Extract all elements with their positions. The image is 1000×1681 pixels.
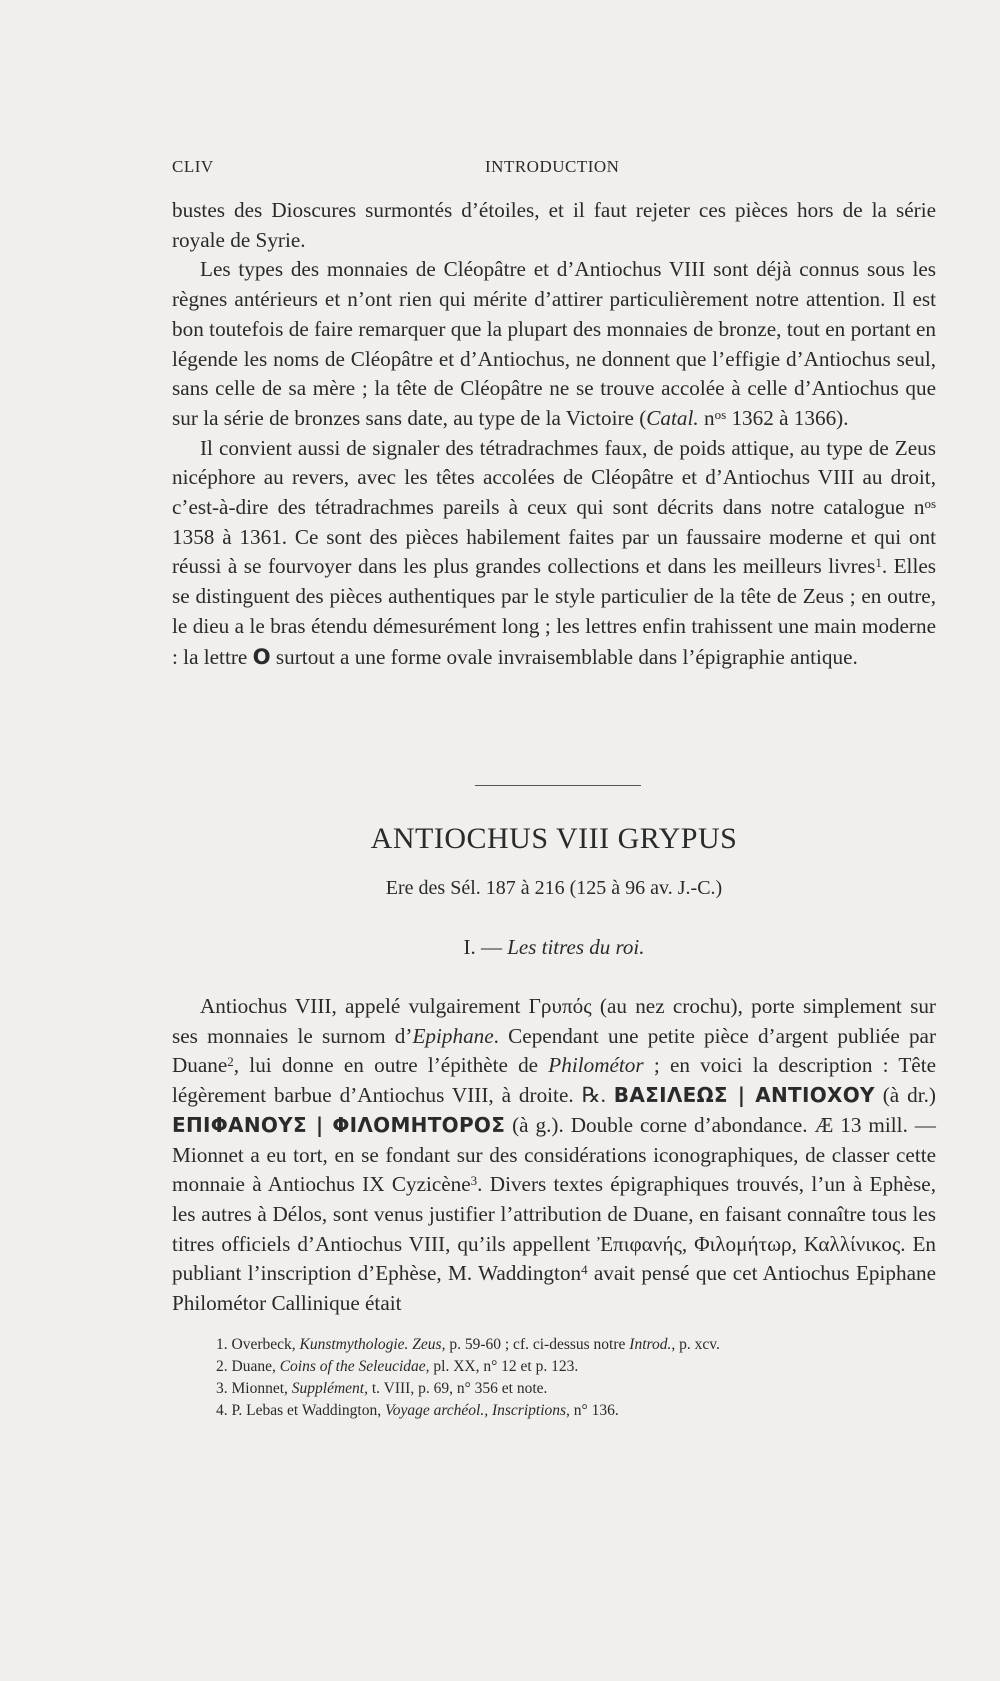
- footnote-number: 1.: [216, 1336, 232, 1353]
- text-run: ; en voici la description : Tête légèrement barbue d’Antiochus VIII, à droite. ℞.: [172, 1053, 936, 1108]
- section-divider: [475, 785, 641, 786]
- chapter-title: ANTIOCHUS VIII GRYPUS: [370, 822, 738, 855]
- paragraph-types: [172, 255, 936, 433]
- running-title: INTRODUCTION: [485, 157, 620, 176]
- italic-run: Catal.: [646, 405, 699, 430]
- text-run: Overbeck,: [231, 1336, 300, 1353]
- footnotes: [172, 1334, 936, 1422]
- text-run: (à g.). Double corne d’abondance. Æ 13 mill. — Mionnet a eu tort, en se fondant sur des considérations iconographiques, de classer cette monnaie à Antiochus IX Cyzicène: [172, 1112, 936, 1197]
- text-run: 1358 à 1361. Ce sont des pièces habilement faites par un faussaire moderne et qui ont réussi à se fourvoyer dans les plus grandes collections et dans les meilleurs livres: [172, 524, 936, 579]
- text-run: (à dr.): [874, 1083, 936, 1108]
- footnote-number: 4.: [216, 1402, 232, 1419]
- text-run: avait pensé que cet Antiochus Epiphane Philométor Callinique était: [172, 1261, 936, 1316]
- text-run: n° 136.: [569, 1402, 619, 1419]
- text-run: t. VIII, p. 69, n° 356 et note.: [367, 1380, 548, 1397]
- italic-run: Philométor: [548, 1053, 644, 1078]
- text-run: . Cependant une petite pièce d’argent publiée par Duane: [172, 1023, 936, 1078]
- italic-run: Coins of the Seleucidae,: [279, 1358, 430, 1375]
- era-dates: Ere des Sél. 187 à 216 (125 à 96 av. J.-C.): [385, 877, 723, 899]
- footnote-number: 3.: [216, 1380, 232, 1397]
- section-label: Les titres du roi.: [507, 935, 645, 959]
- text-run: Mionnet,: [231, 1380, 292, 1397]
- paragraph-dioscures: bustes des Dioscures surmontés d’étoiles, et il faut rejeter ces pièces hors de la série royale de Syrie.: [172, 198, 936, 252]
- intro-text-block: [172, 196, 936, 672]
- paragraph-titles: [172, 992, 936, 1319]
- text-run: 1362 à 1366).: [726, 405, 849, 430]
- text-run: p. 59-60 ; cf. ci-dessus notre: [445, 1336, 630, 1353]
- footnote-ref[interactable]: 1: [875, 555, 882, 571]
- paragraph-tetradrachmes: [172, 434, 936, 673]
- text-run: Duane,: [231, 1358, 280, 1375]
- text-run: . Elles se distinguent des pièces authentiques par le style particulier de la tête de Zeus ; en outre, le dieu a le bras étendu démesurément long ; les lettres enfin trahissent une main moderne : la lettre: [172, 554, 936, 669]
- italic-run: Voyage archéol., Inscriptions,: [384, 1402, 570, 1419]
- italic-run: Introd.: [629, 1336, 672, 1353]
- footnote-ref[interactable]: 3: [470, 1173, 478, 1189]
- text-run: . Divers textes épigraphiques trouvés, l’un à Ephèse, les autres à Délos, sont venus justifier l’attribution de Duane, en faisant connaître tous les titres officiels d’Antiochus VIII, qu’ils appellent Ἐπιφανής, Φιλομήτωρ, Καλλίνικος. En publiant l’inscription d’Ephèse, M. Waddington: [172, 1172, 936, 1286]
- italic-run: Kunstmythologie. Zeus,: [299, 1336, 446, 1353]
- titles-text-block: [172, 992, 936, 1319]
- text-run: Les types des monnaies de Cléopâtre et d’Antiochus VIII sont déjà connus sous les règnes antérieurs et n’ont rien qui mérite d’attirer particulièrement notre attention. Il est bon toutefois de faire remarquer que la plupart des monnaies de bronze, tout en portant en légende les noms de Cléopâtre et d’Antiochus, ne donnent que l’effigie d’Antiochus seul, sans celle de sa mère ; la tête de Cléopâtre ne se trouve accolée à celle d’Antiochus que sur la série de bronzes sans date, au type de la Victoire (: [172, 257, 936, 430]
- superscript: os: [714, 406, 727, 422]
- italic-run: Supplément,: [291, 1380, 368, 1397]
- section-number: I. —: [463, 935, 508, 959]
- text-run: Antiochus VIII, appelé vulgairement Γρυπός (au nez crochu), porte simplement sur ses monnaies le surnom d’: [172, 994, 936, 1048]
- footnote: [216, 1356, 936, 1378]
- footnote-ref[interactable]: 2: [227, 1054, 234, 1070]
- text-run: n: [698, 405, 715, 430]
- italic-run: Epiphane: [412, 1023, 494, 1048]
- text-run: pl. XX, n° 12 et p. 123.: [429, 1358, 579, 1375]
- footnote: [216, 1400, 936, 1422]
- coin-legend: ΕΠΙΦΑΝΟΥΣ | ΦΙΛΟΜΗΤΟΡΟΣ: [172, 1112, 506, 1137]
- text-run: Il convient aussi de signaler des tétradrachmes faux, de poids attique, au type de Zeus nicéphore au revers, avec les têtes accolées de Cléopâtre et d’Antiochus VIII au droit, c’est-à-dire des tétradrachmes pareils à ceux qui sont décrits dans notre catalogue n: [172, 435, 936, 520]
- section-heading: [172, 935, 936, 960]
- footnote-number: 2.: [216, 1358, 232, 1375]
- footnote-ref[interactable]: 4: [581, 1262, 588, 1278]
- text-run: , p. xcv.: [671, 1336, 720, 1353]
- text-run: P. Lebas et Waddington,: [231, 1402, 385, 1419]
- footnote: [216, 1378, 936, 1400]
- coin-legend: ΒΑΣΙΛΕΩΣ | ΑΝΤΙΟΧΟΥ: [613, 1083, 875, 1108]
- superscript: os: [924, 496, 936, 512]
- footnote: [216, 1334, 936, 1356]
- text-run: surtout a une forme ovale invraisemblable dans l’épigraphie antique.: [270, 644, 858, 669]
- letter-o-glyph: O: [252, 643, 271, 669]
- page-number: CLIV: [172, 157, 214, 176]
- text-run: , lui donne en outre l’épithète de: [233, 1053, 549, 1078]
